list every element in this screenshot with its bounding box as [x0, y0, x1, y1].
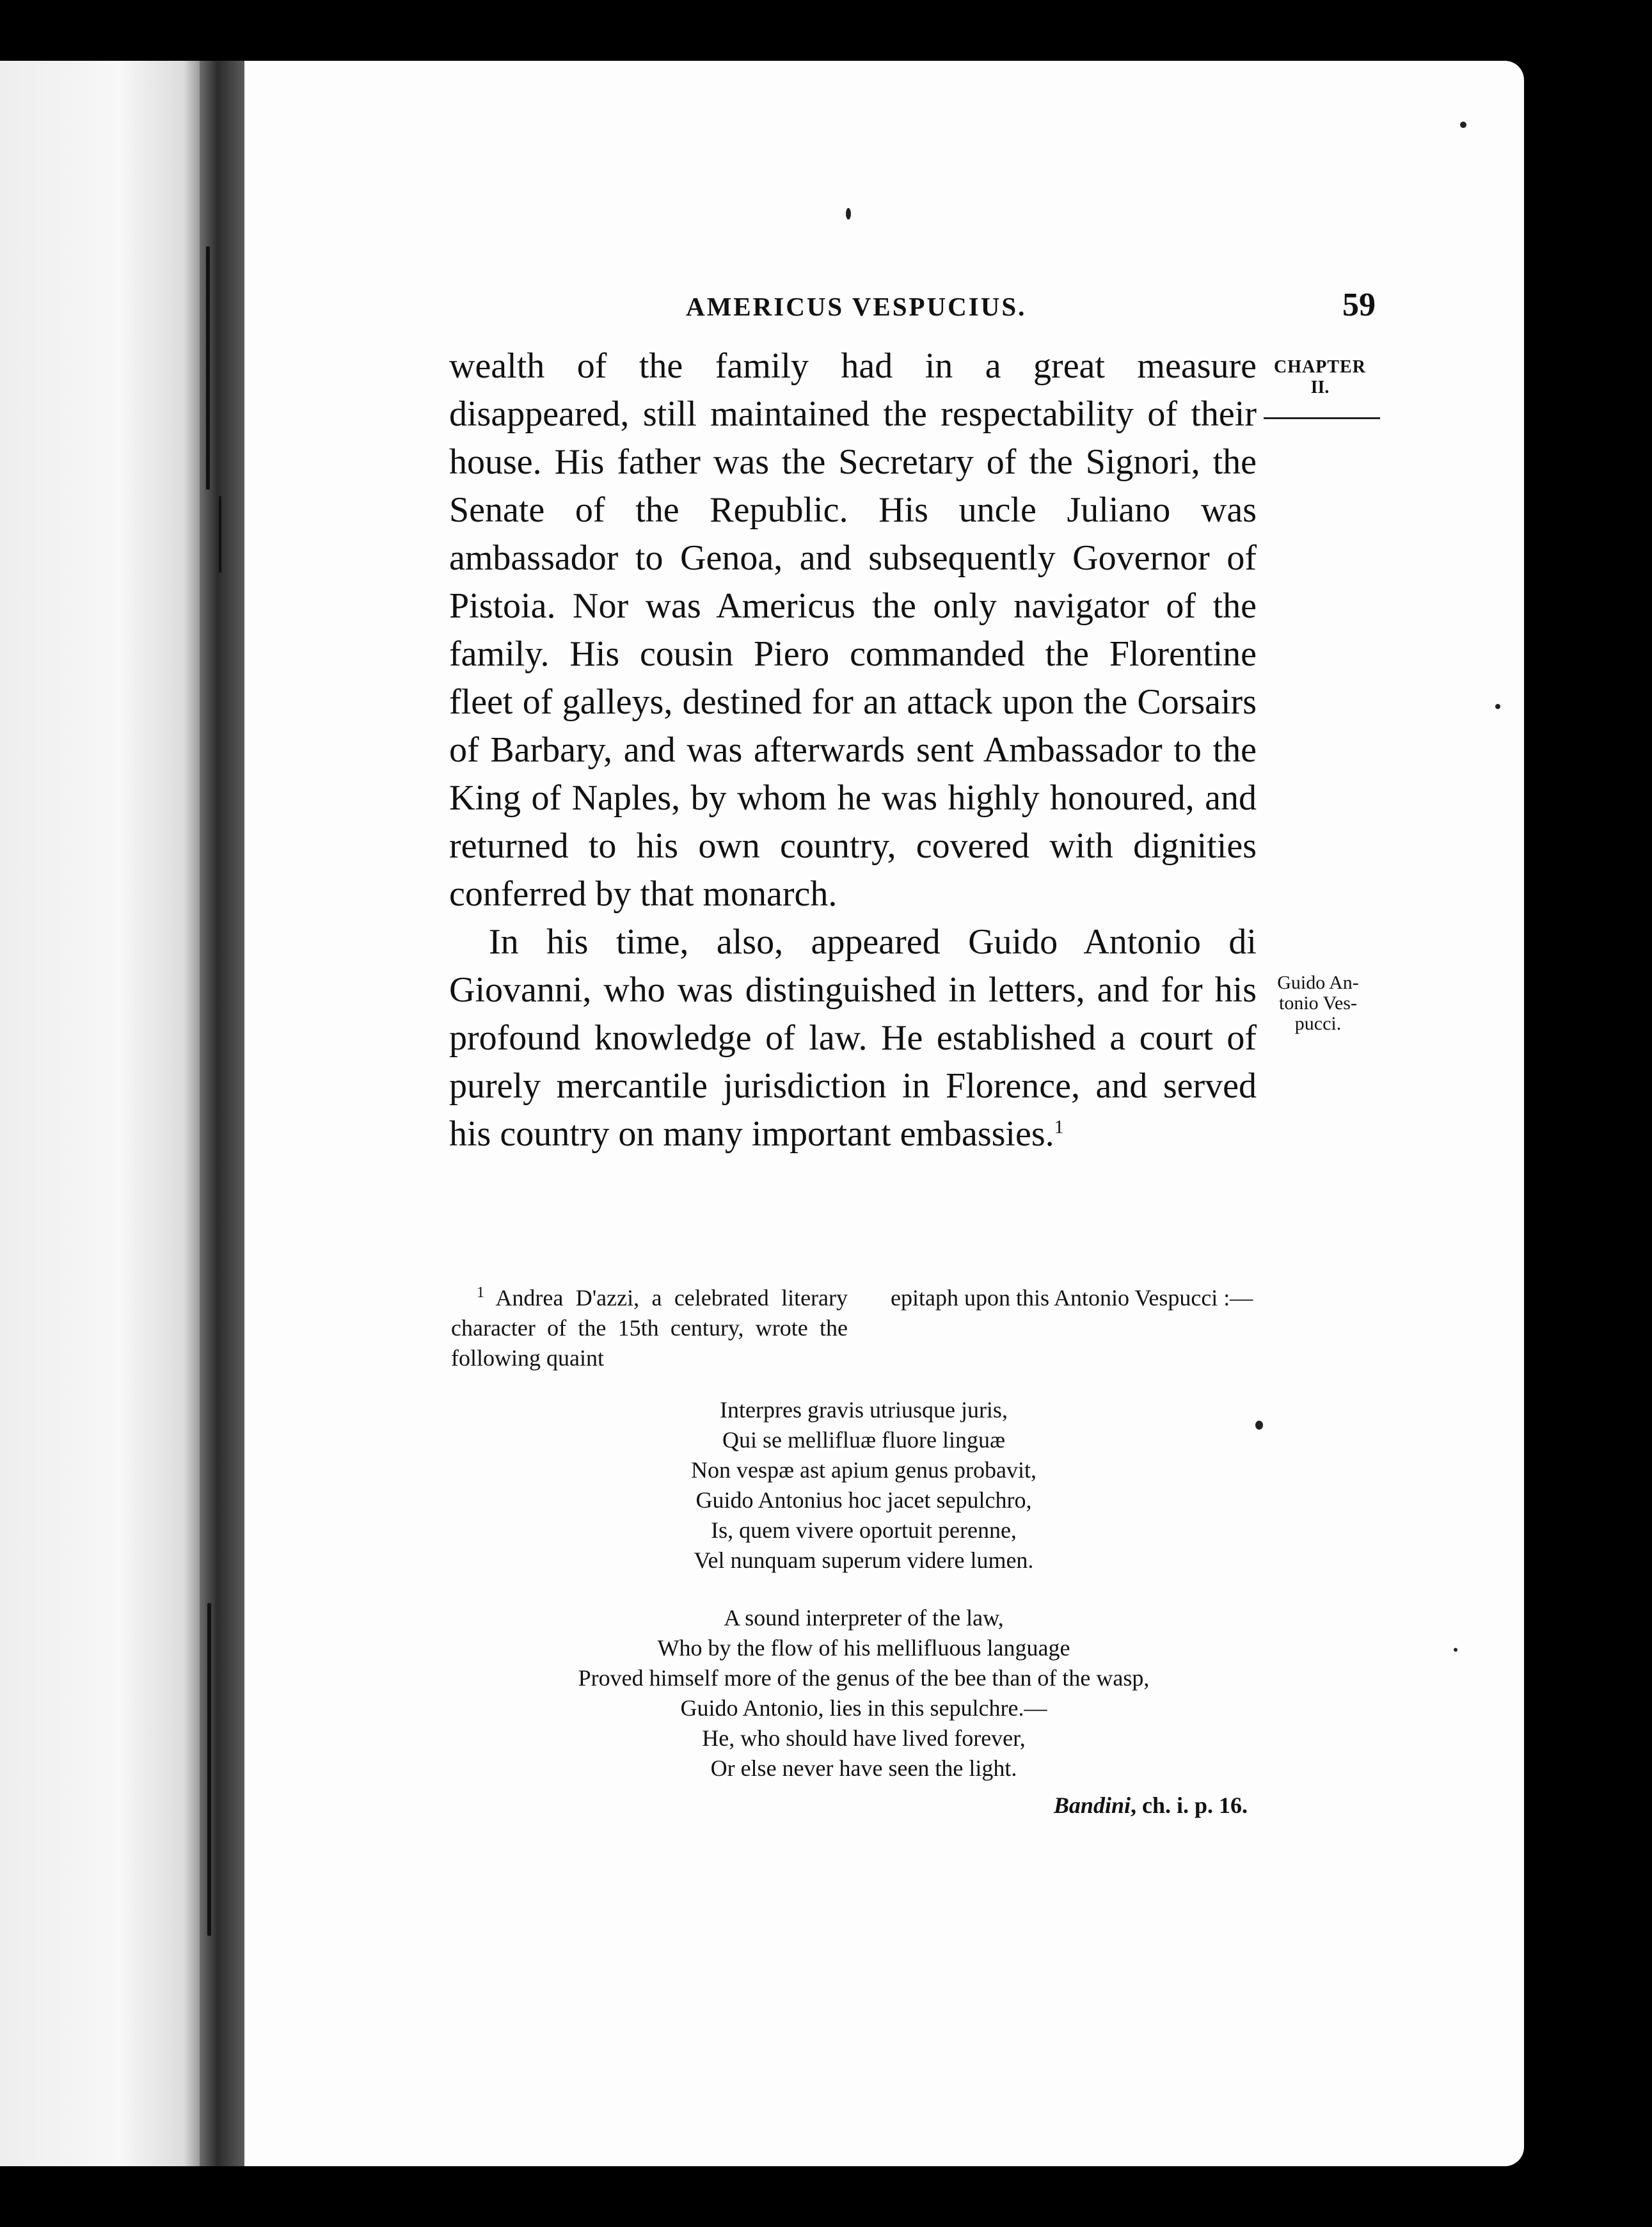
english-translation — [448, 1603, 1280, 1784]
footnote-mark: 1 — [477, 1284, 484, 1301]
guido-sidenote — [1270, 973, 1366, 1034]
footnote-reference: 1 — [1054, 1116, 1064, 1138]
footnote-text: Andrea D'azzi, a celebrated literary character of the 15th century, wrote the following quaint — [451, 1285, 848, 1371]
translation-line: Who by the flow of his mellifluous language — [657, 1635, 1070, 1661]
chapter-label: CHAPTER — [1274, 357, 1366, 377]
translation-line: Proved himself more of the genus of the bee than of the wasp, — [578, 1665, 1150, 1691]
citation-ref: , ch. i. p. 16. — [1130, 1792, 1248, 1818]
footnote-left-column — [451, 1283, 848, 1373]
sidenote-line: tonio Ves- — [1279, 993, 1357, 1014]
latin-epitaph — [448, 1395, 1280, 1576]
translation-line: He, who should have lived forever, — [702, 1725, 1026, 1751]
verse-line: Vel nunquam superum videre lumen. — [694, 1547, 1034, 1573]
translation-line: A sound interpreter of the law, — [724, 1605, 1004, 1631]
running-header — [448, 287, 1376, 336]
verse-line: Is, quem vivere oportuit perenne, — [711, 1517, 1017, 1543]
footnote-right-column: epitaph upon this Antonio Vespucci :— — [891, 1285, 1253, 1311]
citation-author: Bandini — [1053, 1792, 1131, 1818]
sidenote-line: pucci. — [1294, 1013, 1342, 1034]
sidenote-line: Guido An- — [1277, 972, 1359, 993]
running-title: AMERICUS VESPUCIUS. — [686, 292, 1027, 321]
verse-line: Non vespæ ast apium genus probavit, — [691, 1457, 1036, 1483]
translation-line: Guido Antonio, lies in this sepulchre.— — [680, 1695, 1047, 1721]
chapter-rule — [1264, 417, 1380, 419]
paragraph-text: In his time, also, appeared Guido Antonio di Giovanni, who was distinguished in letters, and for his profound knowledge of law. He established a court of purely mercantile jurisdiction in Florence, and served his country on many important embassies. — [449, 922, 1257, 1154]
verse-line: Guido Antonius hoc jacet sepulchro, — [695, 1487, 1032, 1513]
book-spine — [200, 61, 244, 2166]
translation-line: Or else never have seen the light. — [710, 1755, 1017, 1781]
page-number: 59 — [1342, 287, 1376, 323]
facing-page-edge — [0, 61, 200, 2166]
chapter-sidenote — [1266, 357, 1374, 398]
main-text — [449, 342, 1257, 1158]
chapter-number: II. — [1310, 378, 1330, 397]
citation — [800, 1792, 1248, 1819]
paragraph: wealth of the family had in a great measure disappeared, still maintained the respectability of their house. His father was the Secretary of the Signori, the Senate of the Republic. His uncle Juliano was ambassador to Genoa, and subsequently Governor of Pistoia. Nor was Americus the only navigator of the family. His cousin Piero commanded the Florentine fleet of galleys, destined for an attack upon the Corsairs of Barbary, and was afterwards sent Ambassador to the King of Naples, by whom he was highly honoured, and returned to his own country, covered with dignities conferred by that monarch. — [449, 346, 1257, 914]
verse-line: Qui se mellifluæ fluore linguæ — [722, 1427, 1005, 1453]
verse-line: Interpres gravis utriusque juris, — [720, 1397, 1008, 1423]
paragraph — [449, 918, 1257, 1158]
